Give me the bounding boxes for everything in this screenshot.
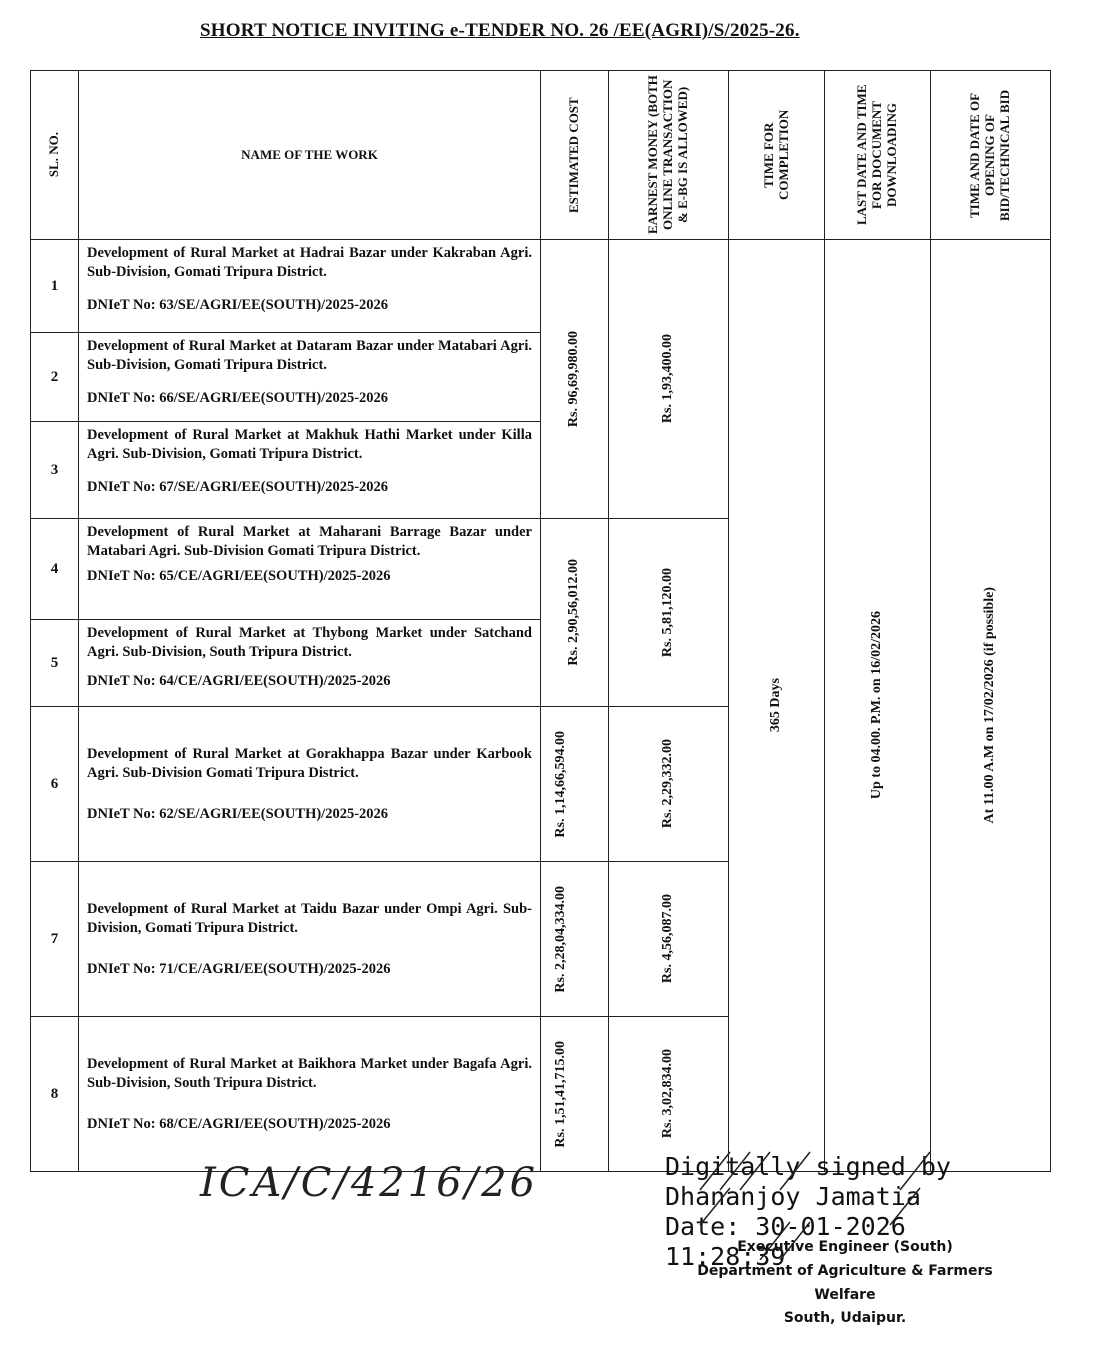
- last-date: Up to 04.00. P.M. on 16/02/2026: [869, 611, 885, 800]
- estimated-cost-cell: [541, 1017, 609, 1172]
- opening-cell: [931, 240, 1051, 1172]
- dniet-number: DNIeT No: 66/SE/AGRI/EE(SOUTH)/2025-2026: [87, 389, 389, 406]
- estimated-cost: Rs. 96,69,980.00: [566, 330, 582, 428]
- sl-number: 3: [31, 422, 79, 519]
- work-cell: [79, 707, 541, 862]
- work-cell: [79, 1017, 541, 1172]
- estimated-cost-cell: [541, 707, 609, 862]
- sl-number: 7: [31, 862, 79, 1017]
- work-name: Development of Rural Market at Hadrai Bazar under Kakraban Agri. Sub-Division, Gomati Tripura District.: [87, 245, 532, 280]
- earnest-money-cell: [609, 862, 729, 1017]
- signature-name: Dhananjoy Jamatia: [665, 1182, 921, 1211]
- earnest-money: Rs. 4,56,087.00: [660, 894, 676, 984]
- last-date-cell: [825, 240, 931, 1172]
- header-opening: TIME AND DATE OF OPENING OF BID/TECHNICAL BID: [931, 71, 1051, 240]
- completion-time: 365 Days: [768, 678, 784, 733]
- work-cell: [79, 333, 541, 422]
- earnest-money-cell: [609, 240, 729, 519]
- dniet-number: DNIeT No: 62/SE/AGRI/EE(SOUTH)/2025-2026: [87, 805, 389, 822]
- work-name: Development of Rural Market at Dataram Bazar under Matabari Agri. Sub-Division, Gomati Tripura District.: [87, 338, 532, 373]
- work-name: Development of Rural Market at Baikhora Market under Bagafa Agri. Sub-Division, South Tripura District.: [87, 1056, 532, 1091]
- dniet-number: DNIeT No: 68/CE/AGRI/EE(SOUTH)/2025-2026: [87, 1115, 391, 1132]
- signature-date: Date: 30-01-2026: [665, 1212, 906, 1241]
- work-cell: [79, 240, 541, 333]
- header-time-for-completion: TIME FOR COMPLETION: [729, 71, 825, 240]
- designation-title: Executive Engineer (South): [737, 1239, 953, 1255]
- header-sl-no: SL. NO.: [31, 71, 79, 240]
- handwritten-reference: ICA/C/4216/26: [200, 1160, 539, 1206]
- dniet-number: DNIeT No: 67/SE/AGRI/EE(SOUTH)/2025-2026: [87, 478, 389, 495]
- earnest-money-cell: [609, 1017, 729, 1172]
- table-header-row: [31, 71, 1051, 240]
- header-last-date: LAST DATE AND TIME FOR DOCUMENT DOWNLOADING: [825, 71, 931, 240]
- work-cell: [79, 862, 541, 1017]
- work-name: Development of Rural Market at Maharani Barrage Bazar under Matabari Agri. Sub-Division Gomati Tripura District.: [87, 524, 532, 559]
- earnest-money: Rs. 3,02,834.00: [660, 1049, 676, 1139]
- table-row: [31, 240, 1051, 333]
- estimated-cost-cell: [541, 519, 609, 707]
- estimated-cost: Rs. 2,28,04,334.00: [552, 885, 568, 993]
- dniet-number: DNIeT No: 64/CE/AGRI/EE(SOUTH)/2025-2026: [87, 672, 391, 689]
- tender-table: [30, 70, 1051, 1172]
- dniet-number: DNIeT No: 63/SE/AGRI/EE(SOUTH)/2025-2026: [87, 296, 389, 313]
- earnest-money: Rs. 2,29,332.00: [660, 739, 676, 829]
- estimated-cost: Rs. 2,90,56,012.00: [566, 559, 582, 666]
- header-earnest-money: EARNEST MONEY (BOTH ONLINE TRANSACTION & E-BG IS ALLOWED): [609, 71, 729, 240]
- designation-place: South, Udaipur.: [783, 1310, 907, 1327]
- work-cell: [79, 519, 541, 620]
- work-name: Development of Rural Market at Taidu Bazar under Ompi Agri. Sub-Division, Gomati Tripura District.: [87, 901, 532, 936]
- header-estimated-cost: ESTIMATED COST: [541, 71, 609, 240]
- earnest-money-cell: [609, 519, 729, 707]
- estimated-cost: Rs. 1,14,66,594.00: [552, 730, 568, 838]
- dniet-number: DNIeT No: 65/CE/AGRI/EE(SOUTH)/2025-2026: [87, 567, 391, 584]
- estimated-cost-cell: [541, 862, 609, 1017]
- designation-department-cont: Welfare: [814, 1286, 876, 1303]
- sl-number: 8: [31, 1017, 79, 1172]
- sl-number: 6: [31, 707, 79, 862]
- designation-department: Department of Agriculture & Farmers: [697, 1262, 993, 1279]
- earnest-money: Rs. 1,93,400.00: [660, 334, 676, 424]
- estimated-cost-cell: [541, 240, 609, 519]
- notice-title: SHORT NOTICE INVITING e-TENDER NO. 26 /EE(AGRI)/S/2025-26.: [200, 20, 800, 41]
- header-name-of-work: NAME OF THE WORK: [79, 71, 541, 240]
- opening-date: At 11.00 A.M on 17/02/2026 (if possible): [982, 587, 998, 824]
- work-name: Development of Rural Market at Thybong Market under Satchand Agri. Sub-Division, South Tripura District.: [87, 625, 532, 660]
- officer-designation: [680, 1236, 1010, 1331]
- signature-line: Digitally signed by: [665, 1152, 951, 1181]
- work-name: Development of Rural Market at Makhuk Hathi Market under Killa Agri. Sub-Division, Gomati Tripura District.: [87, 427, 532, 462]
- sl-number: 1: [31, 240, 79, 333]
- earnest-money-cell: [609, 707, 729, 862]
- work-cell: [79, 620, 541, 707]
- signature-time: 11:28:39: [665, 1242, 786, 1271]
- sl-number: 5: [31, 620, 79, 707]
- work-name: Development of Rural Market at Gorakhappa Bazar under Karbook Agri. Sub-Division Gomati Tripura District.: [87, 746, 532, 781]
- dniet-number: DNIeT No: 71/CE/AGRI/EE(SOUTH)/2025-2026: [87, 960, 391, 977]
- sl-number: 2: [31, 333, 79, 422]
- sl-number: 4: [31, 519, 79, 620]
- completion-cell: [729, 240, 825, 1172]
- earnest-money: Rs. 5,81,120.00: [660, 567, 676, 658]
- work-cell: [79, 422, 541, 519]
- estimated-cost: Rs. 1,51,41,715.00: [552, 1040, 568, 1148]
